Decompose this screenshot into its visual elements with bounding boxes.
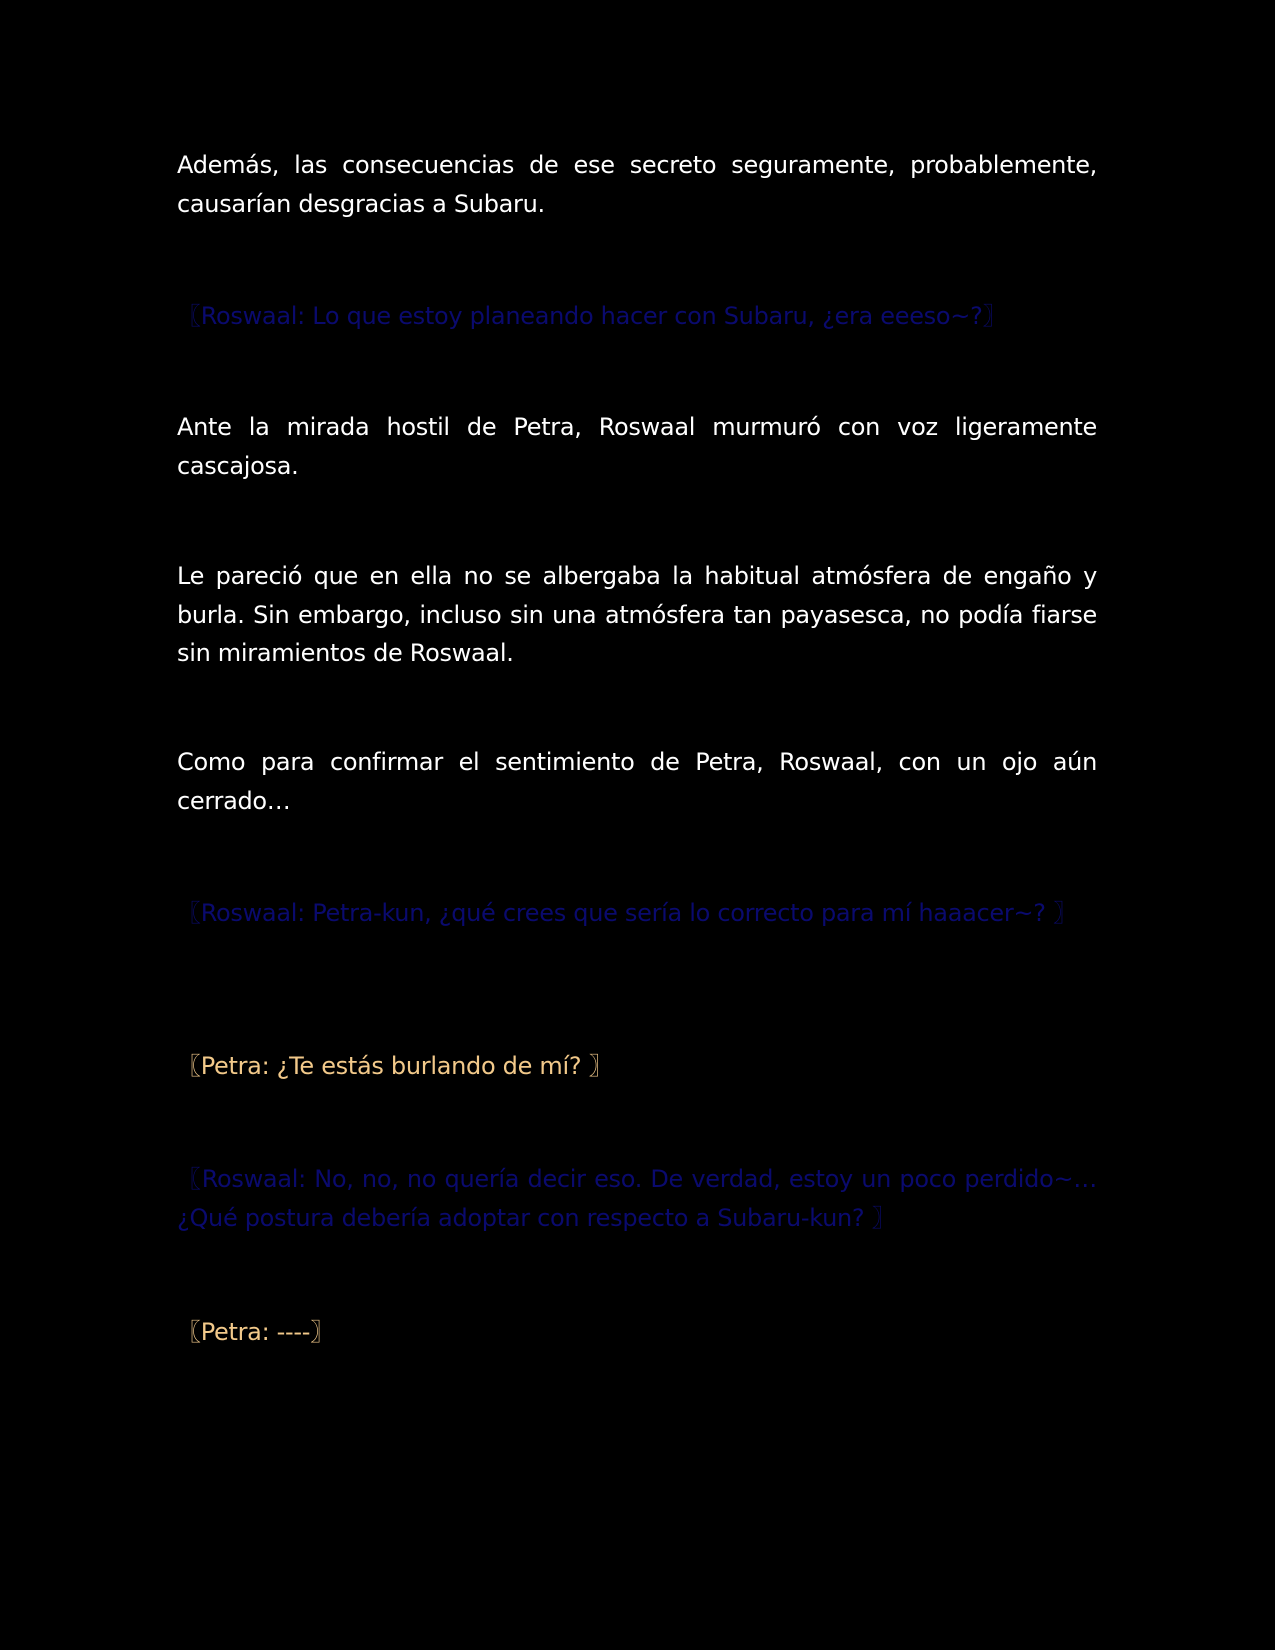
roswaal-dialogue: 〖Roswaal: Lo que estoy planeando hacer con Subaru, ¿era eeeso~?〗 [177, 302, 1007, 330]
roswaal-dialogue: 〖Roswaal: No, no, no quería decir eso. De verdad, estoy un poco perdido~… ¿Qué postura debería adoptar con respecto a Subaru-kun? 〗 [177, 1165, 1097, 1232]
petra-dialogue: 〖Petra: ----〗 [177, 1318, 334, 1346]
petra-dialogue: 〖Petra: ¿Te estás burlando de mí? 〗 [177, 1052, 613, 1080]
roswaal-dialogue: 〖Roswaal: Petra-kun, ¿qué crees que sería lo correcto para mí haaacer~? 〗 [177, 899, 1077, 927]
narration-paragraph: Como para confirmar el sentimiento de Petra, Roswaal, con un ojo aún cerrado… [177, 748, 1097, 815]
narration-paragraph: Ante la mirada hostil de Petra, Roswaal murmuró con voz ligeramente cascajosa. [177, 413, 1097, 480]
narration-paragraph: Además, las consecuencias de ese secreto seguramente, probablemente, causarían desgracias a Subaru. [177, 151, 1097, 218]
narration-paragraph: Le pareció que en ella no se albergaba la habitual atmósfera de engaño y burla. Sin embargo, incluso sin una atmósfera tan payasesca, no podía fiarse sin miramientos de Roswaal. [177, 562, 1097, 667]
